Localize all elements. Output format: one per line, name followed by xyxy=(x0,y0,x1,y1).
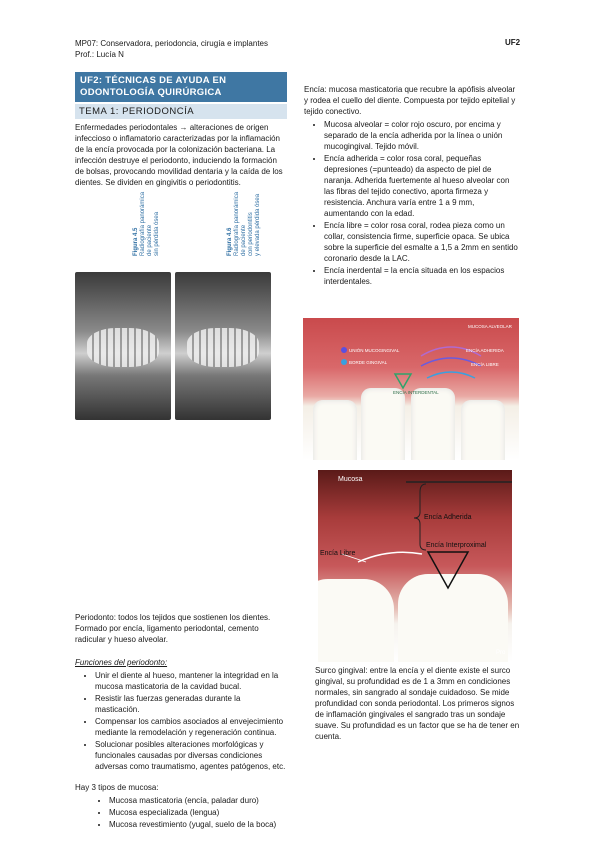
left-column xyxy=(75,72,287,831)
figure-caption-line: de paciente xyxy=(147,224,153,256)
photo-corner-mark: Pro xyxy=(496,650,506,656)
figure-caption-1 xyxy=(133,192,161,256)
figure-caption-2 xyxy=(227,192,262,256)
list-item: • Mucosa alveolar = color rojo oscuro, por encima y separado de la encía adherida por la línea o unión mucogingival. Tejido móvil. xyxy=(324,119,520,152)
label-borde: BORDE GINGIVAL xyxy=(349,360,388,365)
figure-caption-line: con periodontitis xyxy=(248,212,254,256)
list-item: • Compensar los cambios asociados al envejecimiento mediante la remodelación y regeneración continua. xyxy=(95,716,287,738)
xray-image-periodontitis xyxy=(175,272,271,420)
annotation-lines xyxy=(318,470,512,662)
list-item: • Mucosa revestimiento (yugal, suelo de la boca) xyxy=(109,819,287,830)
xray-image-healthy xyxy=(75,272,171,420)
list-item: • Unir el diente al hueso, mantener la integridad en la mucosa masticatoria de la cavidad bucal. xyxy=(95,670,287,692)
page-header xyxy=(75,38,268,60)
label-adherida: ENCÍA ADHERIDA xyxy=(466,348,504,353)
mucosa-heading: Hay 3 tipos de mucosa: xyxy=(75,783,159,792)
gum-anatomy-photo xyxy=(303,318,519,460)
encia-types-list xyxy=(304,119,520,287)
mucosa-list xyxy=(75,795,287,830)
periodonto-paragraph: Periodonto: todos los tejidos que sostienen los dientes. Formado por encía, ligamento periodontal, cemento radicular y hueso alveolar. xyxy=(75,613,271,644)
annotation-arcs xyxy=(303,318,519,460)
figure-caption-line: Radiografía panorámica xyxy=(234,191,240,256)
unit-banner: UF2: TÉCNICAS DE AYUDA EN ODONTOLOGÍA QUIRÚRGICA xyxy=(75,72,287,102)
label-encia-interproximal: Encía Interproximal xyxy=(426,542,487,549)
label-encia-adherida: Encía Adherida xyxy=(424,514,472,521)
list-item: • Mucosa masticatoria (encía, paladar duro) xyxy=(109,795,287,806)
figure-title-2: Figura 4.6 xyxy=(227,227,233,256)
figure-title-1: Figura 4.5 xyxy=(133,227,139,256)
label-interdental: ENCÍA INTERDENTAL xyxy=(393,390,439,395)
figure-pair xyxy=(75,192,287,442)
gingiva-closeup-photo xyxy=(318,470,512,662)
figure-caption-line: sin pérdida ósea xyxy=(154,211,160,256)
unit-label: UF2 xyxy=(505,38,521,47)
encia-paragraph: Encía: mucosa masticatoria que recubre la apófisis alveolar y rodea el cuello del diente. Compuesta por tejido epitelial y tejido conectivo. xyxy=(304,85,516,116)
figure-caption-line: de paciente xyxy=(241,224,247,256)
list-item: • Encía libre = color rosa coral, rodea pieza como un collar, consistencia firme, superficie opaca. Se ubica sobre la superficie del esmalte a 1,5 a 2mm en sentido coronario desde la LAC. xyxy=(324,220,520,264)
course-title: MP07: Conservadora, periodoncia, cirugía e implantes xyxy=(75,39,268,48)
list-item: • Solucionar posibles alteraciones morfológicas y funcionales causadas por diversas condiciones adversas como traumatismo, agentes patógenos, etc. xyxy=(95,739,287,772)
list-item: • Mucosa especializada (lengua) xyxy=(109,807,287,818)
list-item: • Encía inerdental = la encía situada en los espacios interdentales. xyxy=(324,265,520,287)
professor: Prof.: Lucía N xyxy=(75,50,124,59)
right-column xyxy=(304,84,520,288)
funciones-heading: Funciones del periodonto: xyxy=(75,658,168,667)
label-mucosa: Mucosa xyxy=(338,476,363,483)
label-union: UNIÓN MUCOGINGIVAL xyxy=(349,348,400,353)
topic-heading: TEMA 1: PERIODONCÍA xyxy=(75,104,287,119)
label-mucosa-alveolar: MUCOSA ALVEOLAR xyxy=(468,324,512,329)
label-libre: ENCÍA LIBRE xyxy=(471,362,499,367)
funciones-list xyxy=(75,670,287,772)
label-encia-libre: Encía Libre xyxy=(320,550,356,557)
intro-paragraph: Enfermedades periodontales → alteraciones de origen infeccioso o inflamatorio caracterizadas por la inflamación de la encía provocada por la colonización bacteriana. La infección destruye el periodonto, induciendo la formación de bolsas, provocando movilidad dentaria y la caída de los dientes. Se dividen en gingivitis o periodontitis. xyxy=(75,123,283,187)
list-item: • Encía adherida = color rosa coral, pequeñas depresiones (=punteado) da aspecto de piel de naranja. Adherida fuertemente al hueso alveolar con las fibras del tejido conectivo, aporta firmeza y resistencia. Anchura varía entre 1 a 9 mm, aumentando con la edad. xyxy=(324,153,520,219)
figure-caption-line: Radiografía panorámica xyxy=(140,191,146,256)
surco-paragraph: Surco gingival: entre la encía y el diente existe el surco gingival, su profundidad es de 1 a 3mm en condiciones normales, sin sangrado al sondaje cuidadoso. Se mide profundidad con sonda periodontal. Los primeros signos de inflamación gingivales el sangrado tras un sondaje suave. Su profundidad es un factor que se ha de tener en cuenta. xyxy=(315,666,520,741)
list-item: • Resistir las fuerzas generadas durante la masticación. xyxy=(95,693,287,715)
figure-caption-line: y elevada pérdida ósea xyxy=(255,193,261,256)
